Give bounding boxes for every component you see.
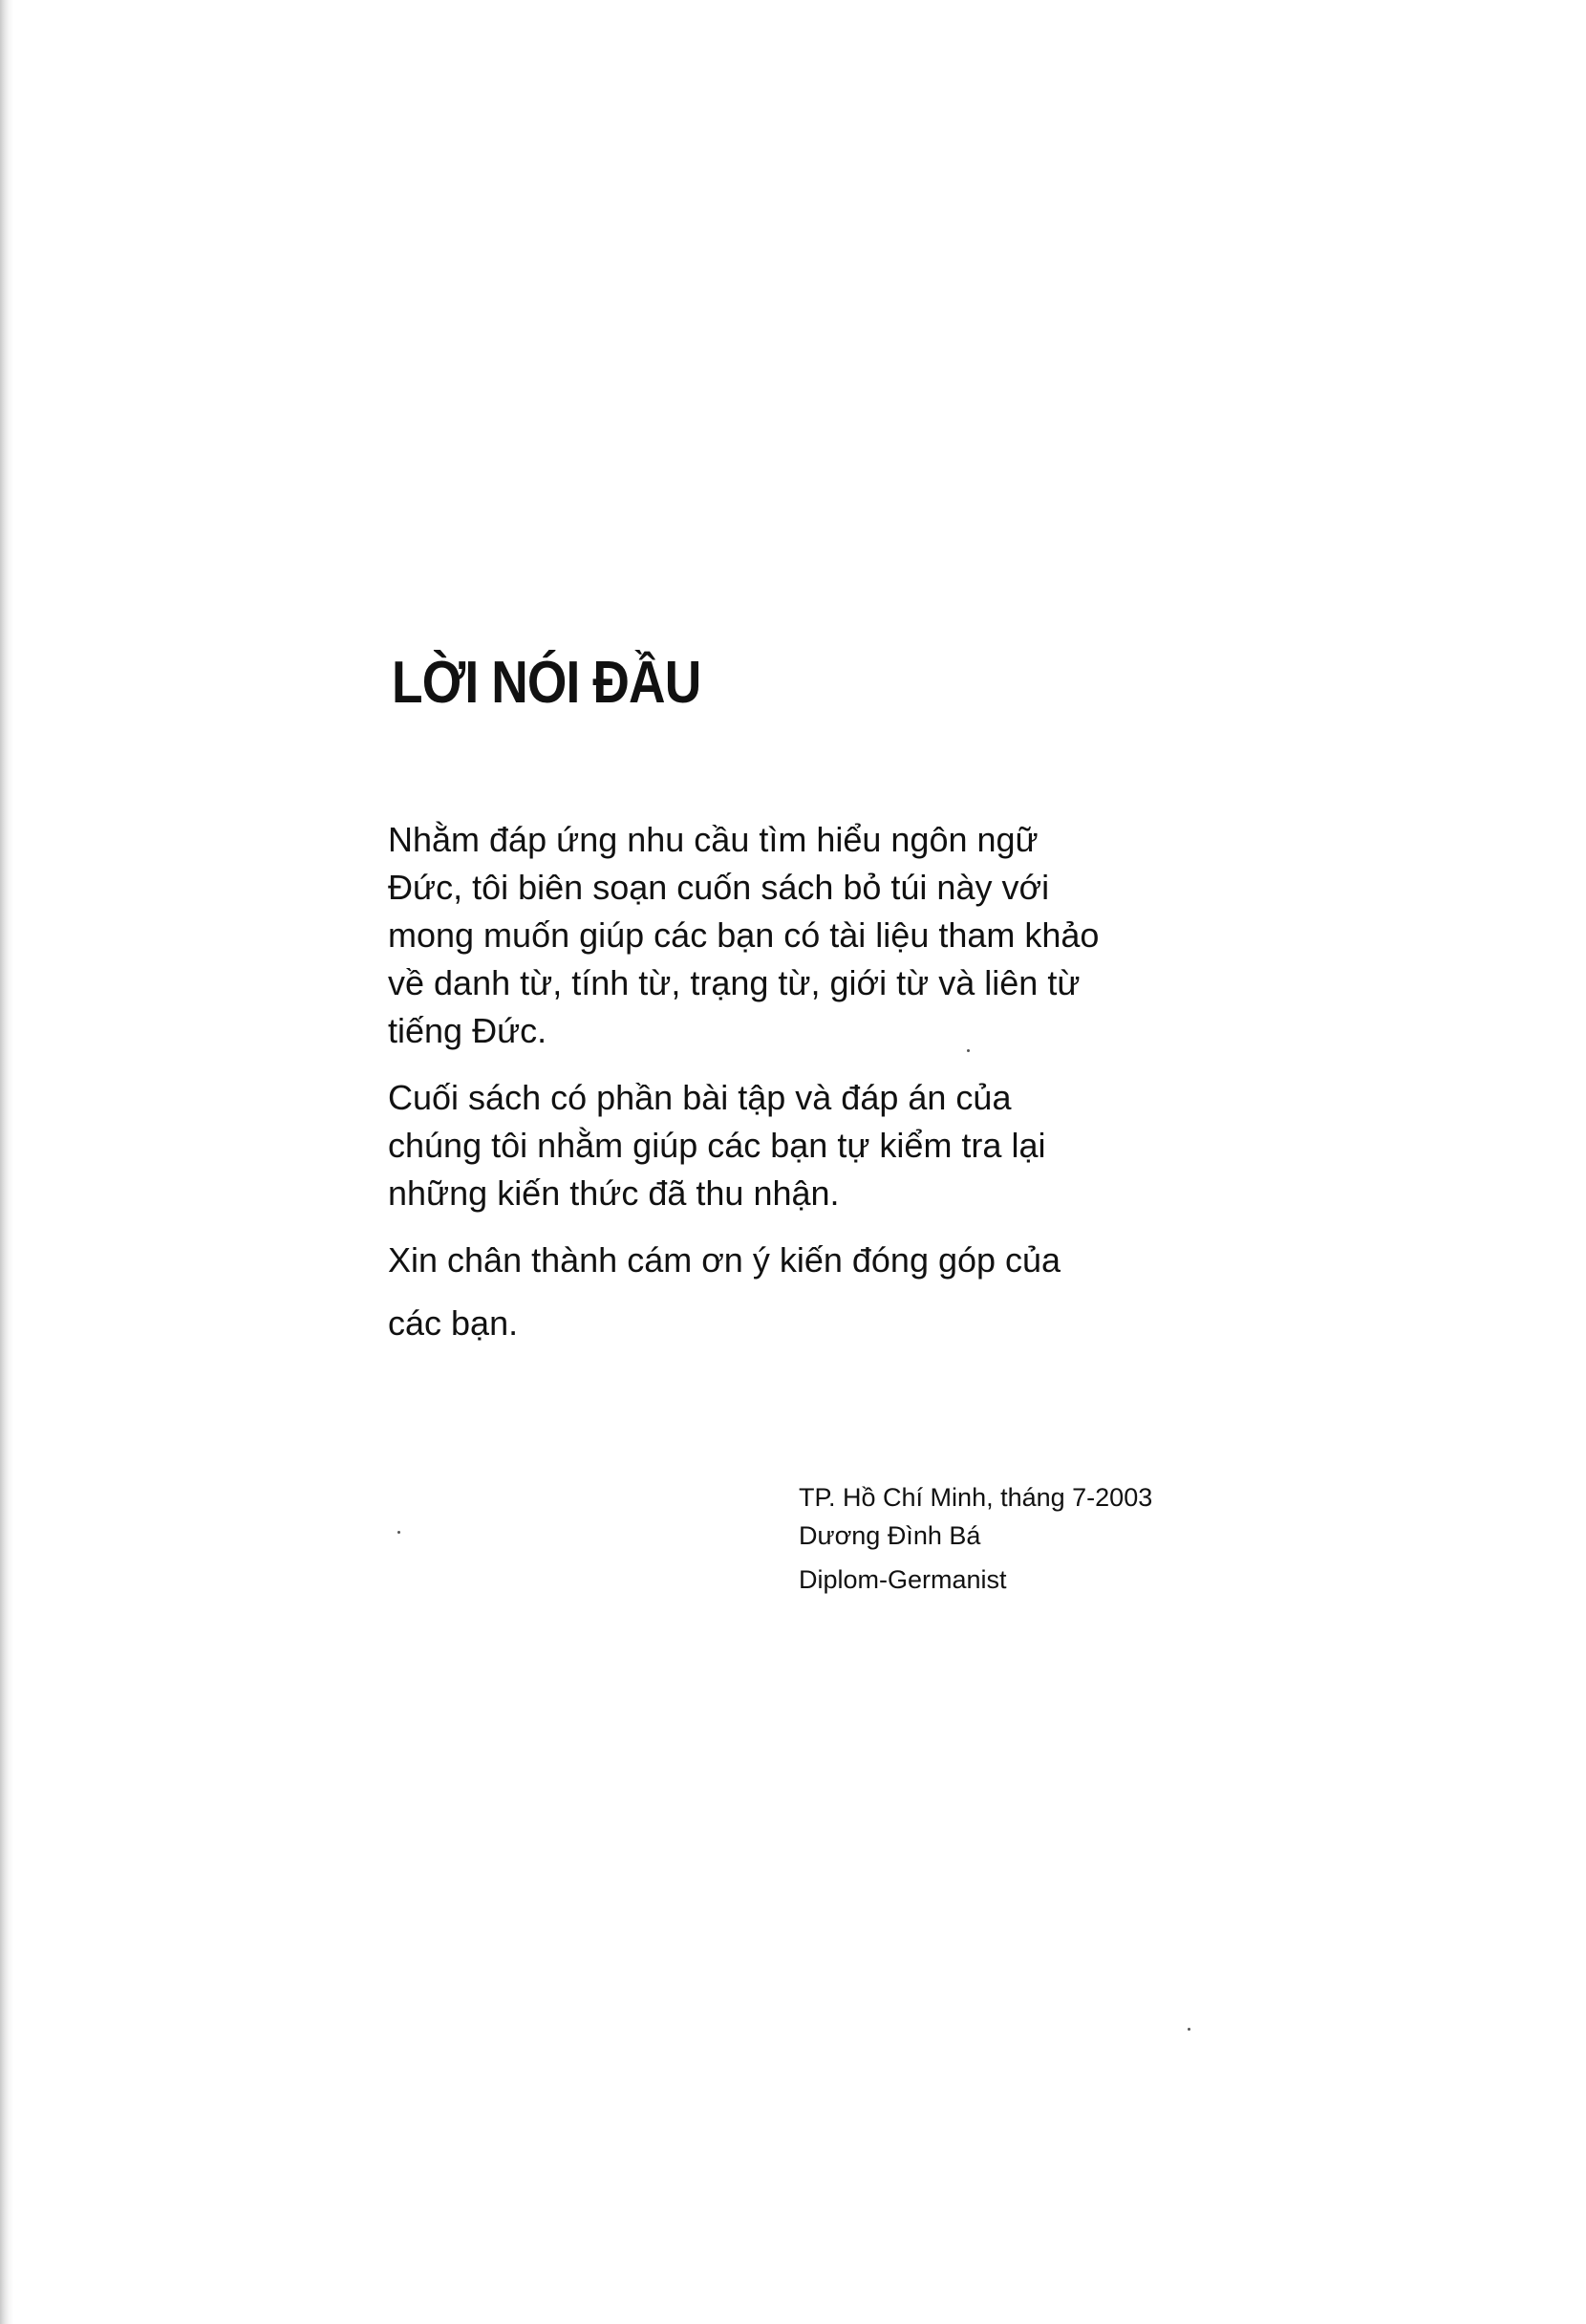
paragraph-exercises	[388, 1074, 1248, 1217]
text-line: Nhằm đáp ứng nhu cầu tìm hiểu ngôn ngữ	[388, 820, 1039, 859]
text-line: các bạn.	[388, 1303, 519, 1343]
paragraph-thanks	[388, 1237, 1248, 1347]
preface-body	[388, 816, 1248, 1366]
signature-place-date: TP. Hồ Chí Minh, tháng 7-2003	[799, 1483, 1153, 1512]
page-edge-shadow	[0, 0, 13, 2324]
scan-speck	[1188, 2028, 1190, 2031]
page-title: LỜI NÓI ĐẦU	[392, 650, 701, 716]
text-line: Xin chân thành cám ơn ý kiến đóng góp của	[388, 1240, 1061, 1280]
signature-author: Dương Đình Bá	[799, 1521, 981, 1550]
signature-block	[799, 1478, 1152, 1599]
text-line: những kiến thức đã thu nhận.	[388, 1173, 840, 1213]
scan-speck	[967, 1049, 970, 1052]
text-line: Cuối sách có phần bài tập và đáp án của	[388, 1078, 1012, 1117]
text-line: về danh từ, tính từ, trạng từ, giới từ và liên từ	[388, 963, 1081, 1002]
text-line: chúng tôi nhằm giúp các bạn tự kiểm tra lại	[388, 1126, 1046, 1165]
text-line: tiếng Đức.	[388, 1011, 547, 1050]
scan-speck	[397, 1531, 400, 1534]
paragraph-purpose	[388, 816, 1248, 1055]
text-line: mong muốn giúp các bạn có tài liệu tham khảo	[388, 915, 1100, 955]
signature-credential: Diplom-Germanist	[799, 1565, 1007, 1594]
text-line: Đức, tôi biên soạn cuốn sách bỏ túi này với	[388, 868, 1050, 907]
